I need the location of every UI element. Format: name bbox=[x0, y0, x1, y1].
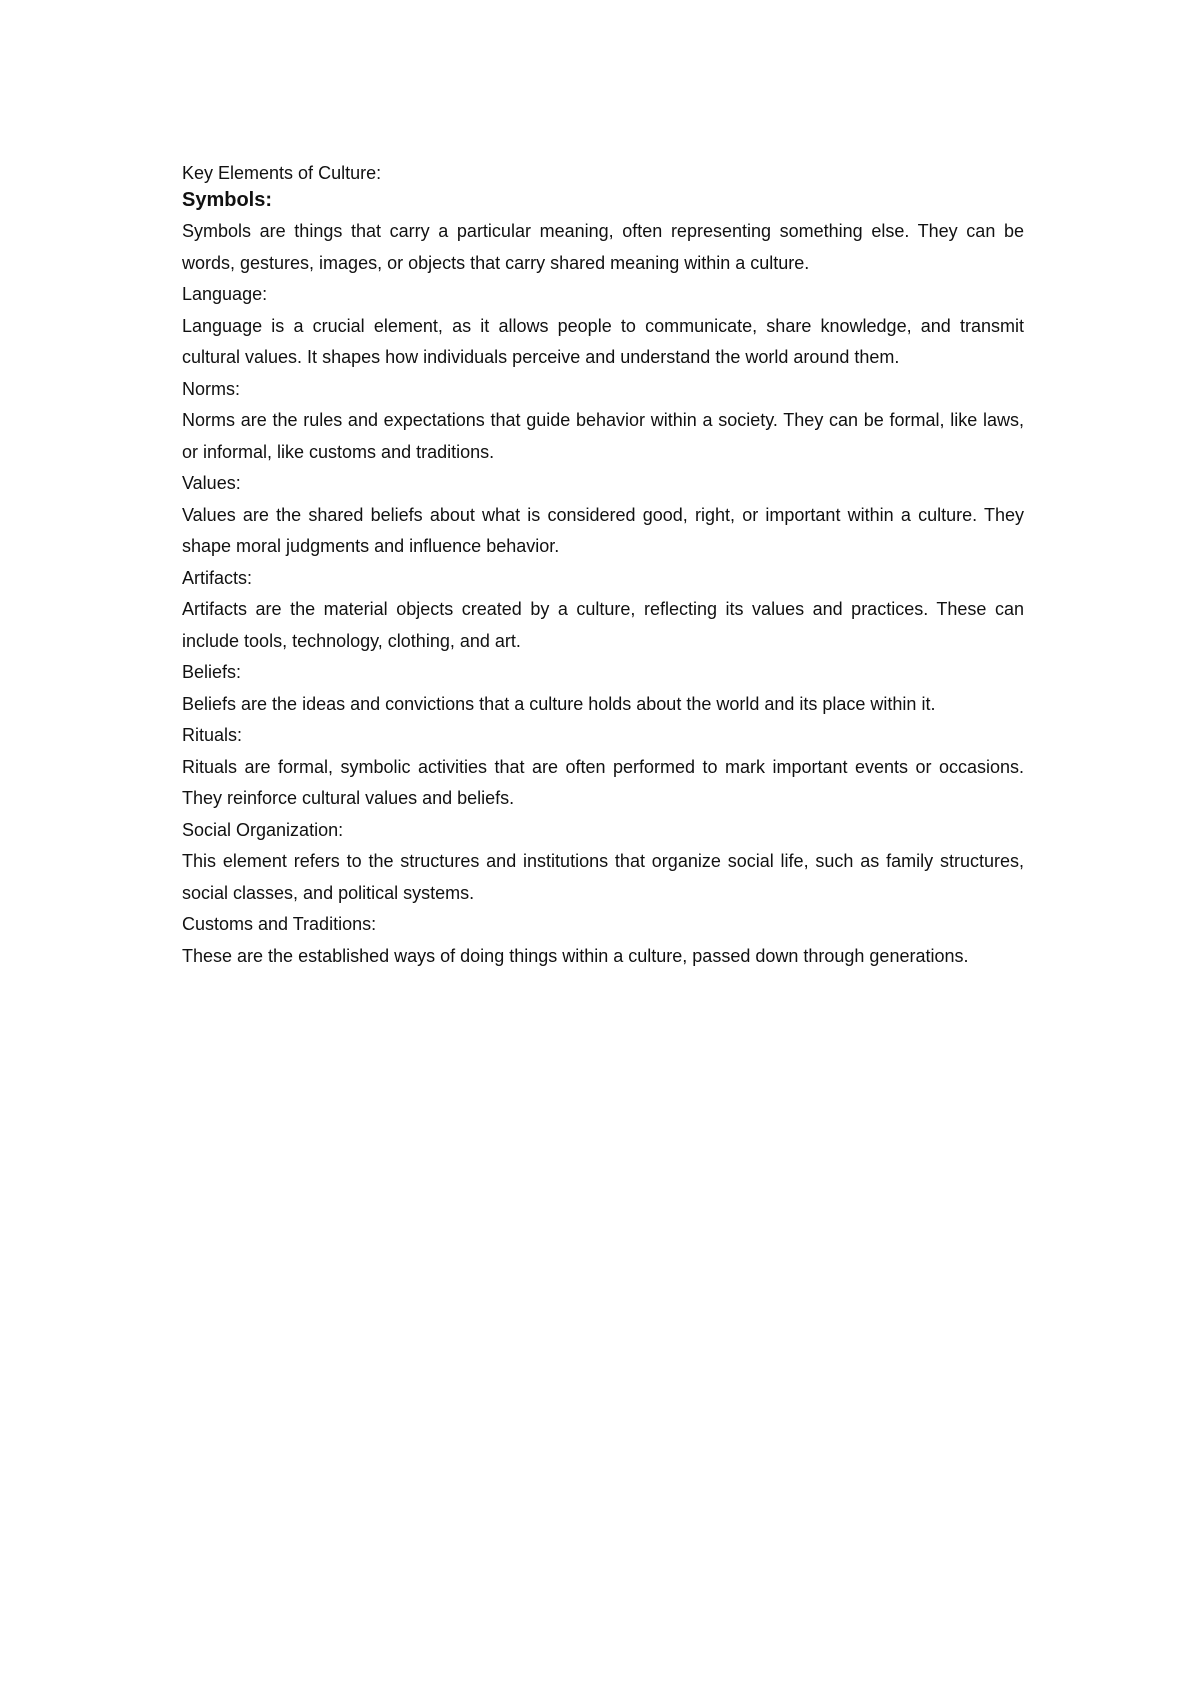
section-heading: Values: bbox=[182, 473, 241, 493]
section-social-organization bbox=[182, 815, 1024, 910]
section-norms bbox=[182, 374, 1024, 469]
section-heading: Symbols: bbox=[182, 189, 273, 211]
section-values bbox=[182, 468, 1024, 563]
section-paragraph: Norms are the rules and expectations that guide behavior within a society. They can be formal, like laws, or informal, like customs and traditions. bbox=[182, 410, 1024, 462]
section-heading: Language: bbox=[182, 284, 268, 304]
section-paragraph: Symbols are things that carry a particular meaning, often representing something else. They can be words, gestures, images, or objects that carry shared meaning within a culture. bbox=[182, 221, 1024, 273]
section-heading: Artifacts: bbox=[182, 567, 253, 588]
section-rituals bbox=[182, 720, 1024, 815]
section-paragraph: Artifacts are the material objects created by a culture, reflecting its values and practices. These can include tools, technology, clothing, and art. bbox=[182, 599, 1024, 651]
section-heading: Beliefs: bbox=[182, 662, 242, 682]
section-paragraph: Rituals are formal, symbolic activities that are often performed to mark important events or occasions. They reinforce cultural values and beliefs. bbox=[182, 756, 1024, 808]
section-paragraph: Values are the shared beliefs about what is considered good, right, or important within a culture. They shape moral judgments and influence behavior. bbox=[182, 504, 1024, 556]
section-paragraph: Language is a crucial element, as it allows people to communicate, share knowledge, and transmit cultural values. It shapes how individuals perceive and understand the world around them. bbox=[182, 315, 1024, 367]
section-beliefs bbox=[182, 657, 1024, 720]
section-customs-and-traditions bbox=[182, 909, 1024, 972]
section-paragraph: These are the established ways of doing things within a culture, passed down through generations. bbox=[182, 945, 969, 966]
section-heading: Norms: bbox=[182, 378, 240, 399]
section-artifacts bbox=[182, 563, 1024, 658]
section-heading: Rituals: bbox=[182, 725, 243, 745]
section-paragraph: Beliefs are the ideas and convictions that a culture holds about the world and its place within it. bbox=[182, 693, 936, 714]
section-heading: Customs and Traditions: bbox=[182, 914, 377, 934]
section-language bbox=[182, 279, 1024, 374]
document-title: Key Elements of Culture: bbox=[182, 163, 382, 183]
section-heading: Social Organization: bbox=[182, 819, 344, 840]
document-page bbox=[182, 161, 1024, 972]
section-paragraph: This element refers to the structures and institutions that organize social life, such as family structures, social classes, and political systems. bbox=[182, 851, 1024, 903]
section-symbols bbox=[182, 185, 1024, 279]
